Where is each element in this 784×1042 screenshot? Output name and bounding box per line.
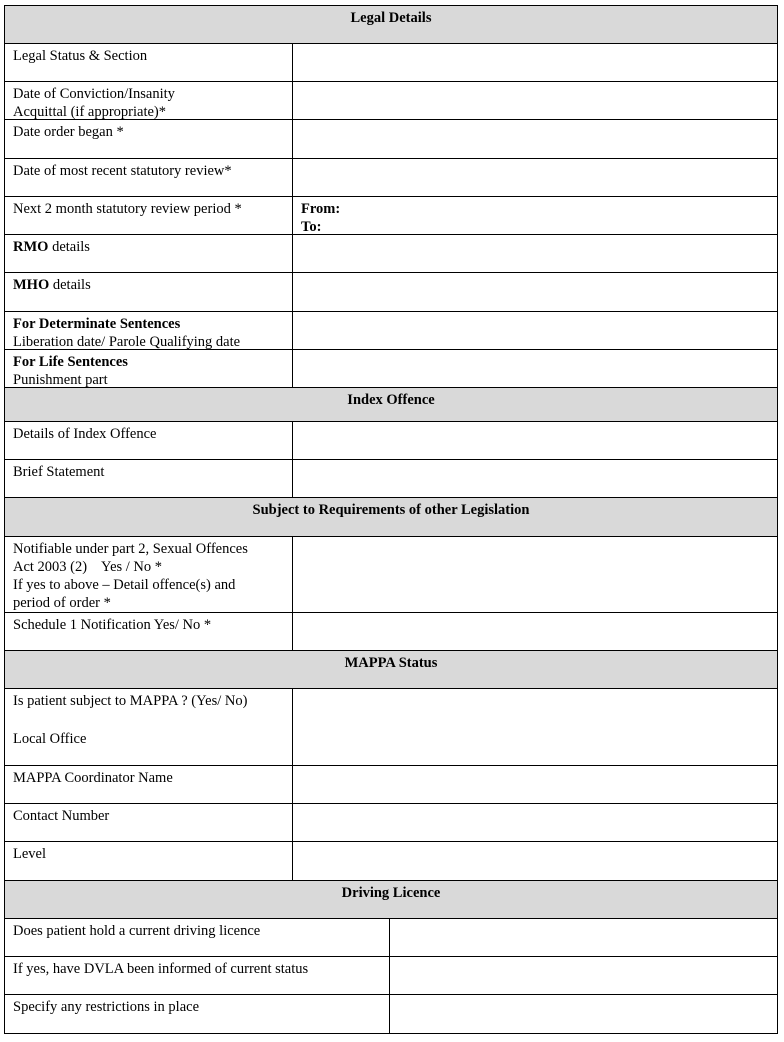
other-legislation-header xyxy=(4,498,778,537)
driving-licence-heading: Driving Licence xyxy=(341,885,441,901)
legal-details-form xyxy=(4,5,778,1034)
mappa-coordinator-label: MAPPA Coordinator Name xyxy=(5,766,293,803)
life-sentence-row xyxy=(4,350,778,388)
determinate-sentence-subtitle: Liberation date/ Parole Qualifying date xyxy=(13,334,241,350)
legal-status-label: Legal Status & Section xyxy=(5,44,293,81)
driving-restrictions-label: Specify any restrictions in place xyxy=(5,995,390,1033)
mappa-status-heading: MAPPA Status xyxy=(344,655,438,671)
mho-field[interactable] xyxy=(293,273,777,311)
recent-review-label: Date of most recent statutory review* xyxy=(5,159,293,196)
to-label: To: xyxy=(301,219,322,235)
determinate-sentence-row xyxy=(4,312,778,350)
rmo-label xyxy=(5,235,293,272)
contact-number-row xyxy=(4,804,778,842)
mappa-subject-row xyxy=(4,689,778,766)
notifiable-label xyxy=(5,537,293,612)
notifiable-row xyxy=(4,537,778,613)
local-office-label: Local Office xyxy=(13,731,87,747)
next-review-field[interactable] xyxy=(293,197,777,234)
mappa-coordinator-row xyxy=(4,766,778,804)
mappa-subject-question: Is patient subject to MAPPA ? (Yes/ No) xyxy=(13,693,248,709)
other-legislation-heading: Subject to Requirements of other Legislation xyxy=(252,502,530,518)
index-offence-heading: Index Offence xyxy=(347,392,435,408)
notifiable-label-line3: If yes to above – Detail offence(s) and xyxy=(13,577,236,593)
notifiable-label-line1: Notifiable under part 2, Sexual Offences xyxy=(13,541,248,557)
mappa-subject-field[interactable] xyxy=(293,689,777,765)
index-offence-details-label: Details of Index Offence xyxy=(5,422,293,459)
rmo-row xyxy=(4,235,778,273)
contact-number-label: Contact Number xyxy=(5,804,293,841)
dvla-informed-label: If yes, have DVLA been informed of current status xyxy=(5,957,390,994)
index-offence-details-row xyxy=(4,422,778,460)
mho-label-bold: MHO xyxy=(13,277,50,293)
rmo-field[interactable] xyxy=(293,235,777,272)
life-sentence-field[interactable] xyxy=(293,350,777,387)
rmo-label-bold: RMO xyxy=(13,239,49,255)
life-sentence-label xyxy=(5,350,293,387)
driving-licence-hold-field[interactable] xyxy=(390,919,777,956)
legal-details-header xyxy=(4,5,778,44)
contact-number-field[interactable] xyxy=(293,804,777,841)
driving-restrictions-row xyxy=(4,995,778,1034)
conviction-date-label xyxy=(5,82,293,119)
dvla-informed-field[interactable] xyxy=(390,957,777,994)
legal-status-row xyxy=(4,44,778,82)
mappa-status-header xyxy=(4,651,778,689)
conviction-date-label-line2: Acquittal (if appropriate)* xyxy=(13,104,166,120)
determinate-sentence-label xyxy=(5,312,293,349)
from-label: From: xyxy=(301,201,341,217)
index-offence-header xyxy=(4,388,778,422)
recent-review-row xyxy=(4,159,778,197)
mappa-level-field[interactable] xyxy=(293,842,777,880)
mappa-coordinator-field[interactable] xyxy=(293,766,777,803)
brief-statement-field[interactable] xyxy=(293,460,777,497)
mho-label xyxy=(5,273,293,311)
life-sentence-title: For Life Sentences xyxy=(13,354,128,370)
index-offence-details-field[interactable] xyxy=(293,422,777,459)
determinate-sentence-title: For Determinate Sentences xyxy=(13,316,181,332)
brief-statement-row xyxy=(4,460,778,498)
mappa-level-row xyxy=(4,842,778,881)
schedule1-row xyxy=(4,613,778,651)
recent-review-field[interactable] xyxy=(293,159,777,196)
conviction-date-row xyxy=(4,82,778,120)
mappa-subject-label xyxy=(5,689,293,765)
brief-statement-label: Brief Statement xyxy=(5,460,293,497)
determinate-sentence-field[interactable] xyxy=(293,312,777,349)
order-began-field[interactable] xyxy=(293,120,777,158)
order-began-label: Date order began * xyxy=(5,120,293,158)
mappa-level-label: Level xyxy=(5,842,293,880)
mho-row xyxy=(4,273,778,312)
next-review-label: Next 2 month statutory review period * xyxy=(5,197,293,234)
dvla-informed-row xyxy=(4,957,778,995)
conviction-date-field[interactable] xyxy=(293,82,777,119)
order-began-row xyxy=(4,120,778,159)
driving-restrictions-field[interactable] xyxy=(390,995,777,1033)
conviction-date-label-line1: Date of Conviction/Insanity xyxy=(13,86,175,102)
driving-licence-hold-row xyxy=(4,919,778,957)
legal-status-field[interactable] xyxy=(293,44,777,81)
driving-licence-hold-label: Does patient hold a current driving licence xyxy=(5,919,390,956)
schedule1-label: Schedule 1 Notification Yes/ No * xyxy=(5,613,293,650)
notifiable-label-line4: period of order * xyxy=(13,595,111,611)
life-sentence-subtitle: Punishment part xyxy=(13,372,108,388)
schedule1-field[interactable] xyxy=(293,613,777,650)
next-review-row xyxy=(4,197,778,235)
notifiable-label-line2: Act 2003 (2) Yes / No * xyxy=(13,559,163,575)
legal-details-heading: Legal Details xyxy=(350,10,432,26)
driving-licence-header xyxy=(4,881,778,919)
mho-label-rest: details xyxy=(49,277,91,293)
rmo-label-rest: details xyxy=(48,239,90,255)
notifiable-field[interactable] xyxy=(293,537,777,612)
